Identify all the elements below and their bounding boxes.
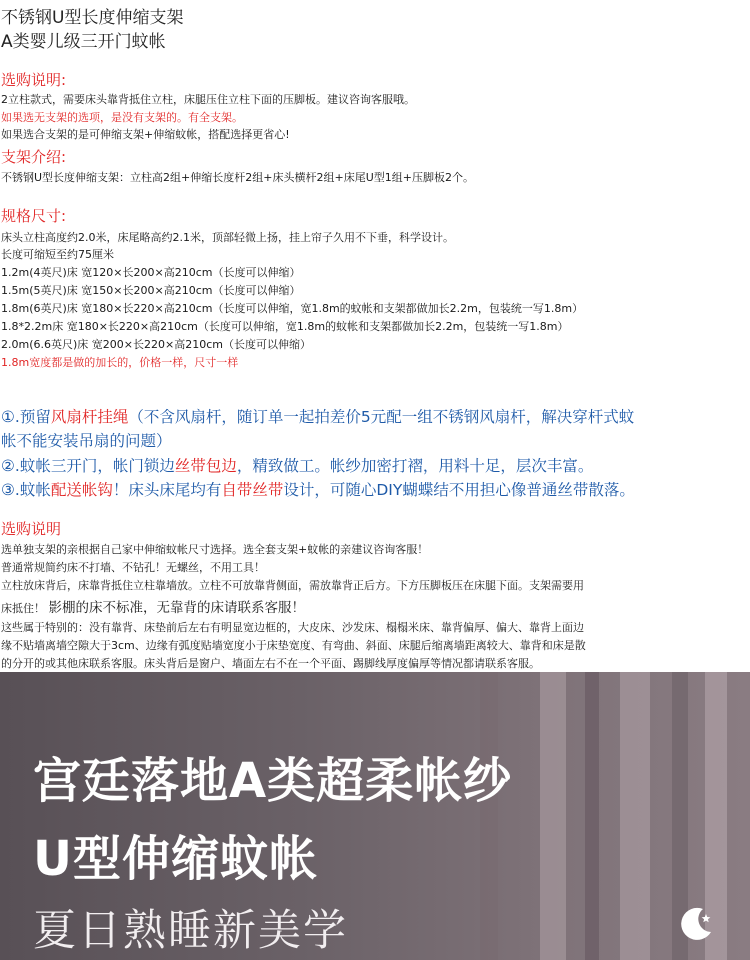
size-row: 1.2m(4英尺)床 宽120×长200×高210cm（长度可以伸缩） <box>1 266 301 279</box>
purchase-notes-heading: 选购说明: <box>1 71 67 89</box>
purchase-note-line: 2立柱款式，需要床头靠背抵住立柱，床腿压住立柱下面的压脚板。建议咨询客服哦。 <box>1 93 415 106</box>
specs-line: 长度可缩短至约75厘米 <box>1 248 114 261</box>
feature-hooks: ③.蚊帐配送帐钩！床头床尾均有自带丝带设计，可随心DIY蝴蝶结不用担心像普通丝带散落。 <box>1 481 635 499</box>
notes2-line: 缘不贴墙离墙空隙大于3cm、边缘有弧度贴墙宽度小于床垫宽度、有弯曲、斜面、床腿后缩离墙距离较大、靠背和床是散 <box>1 639 586 652</box>
notes2-line: 这些属于特别的：没有靠背、床垫前后左右有明显宽边框的，大皮床、沙发床、榻榻米床、靠背偏厚、偏大、靠背上面边 <box>1 621 584 634</box>
purchase-note-line: 如果选合支架的是可伸缩支架+伸缩蚊帐，搭配选择更省心! <box>1 128 290 141</box>
size-row: 2.0m(6.6英尺)床 宽200×长220×高210cm（长度可以伸缩） <box>1 338 311 351</box>
notes2-line: 床抵住！ 影棚的床不标准，无靠背的床请联系客服！ <box>1 600 305 616</box>
specs-line: 床头立柱高度约2.0米，床尾略高约2.1米，顶部轻微上扬，挂上帘子久用不下垂，科学设计。 <box>1 231 454 244</box>
notes2-line: 选单独支架的亲根据自己家中伸缩蚊帐尺寸选择。选全套支架+蚊帐的亲建议咨询客服！ <box>1 543 429 556</box>
curtain-fold <box>585 672 599 960</box>
curtain-fold <box>480 672 498 960</box>
notes2-line: 普通常规简约床不打墙、不钻孔！无螺丝，不用工具！ <box>1 561 265 574</box>
notes2-heading: 选购说明 <box>1 520 62 538</box>
curtain-fold <box>540 672 566 960</box>
product-title-line1: 不锈钢U型长度伸缩支架 <box>1 8 184 28</box>
frame-intro-heading: 支架介绍: <box>1 148 67 166</box>
notes2-line: 的分开的或其他床联系客服。床头背后是窗户、墙面左右不在一个平面、踢脚线厚度偏厚等情况都请联系客服。 <box>1 657 540 670</box>
moon-star-icon <box>676 904 716 944</box>
notes2-line: 立柱放床背后，床靠背抵住立柱靠墙放。立柱不可放靠背侧面，需放靠背正后方。下方压脚板压在床腿下面。支架需要用 <box>1 579 584 592</box>
product-title-line2: A类婴儿级三开门蚊帐 <box>1 32 166 52</box>
purchase-note-line: 如果选无支架的选项，是没有支架的。有全支架。 <box>1 111 243 124</box>
banner-tagline: 夏日熟睡新美学 <box>33 906 348 956</box>
specs-heading: 规格尺寸: <box>1 207 67 225</box>
banner-subheadline: U型伸缩蚊帐 <box>33 831 318 887</box>
banner-headline: 宫廷落地A类超柔帐纱 <box>33 753 513 809</box>
feature-fan-rod-cont: 帐不能安装吊扇的问题） <box>1 432 172 450</box>
size-row: 1.8*2.2m床 宽180×长220×高210cm（长度可以伸缩，宽1.8m的蚊帐和支架都做加长2.2m，包装统一写1.8m） <box>1 320 569 333</box>
size-note: 1.8m宽度都是做的加长的，价格一样，尺寸一样 <box>1 356 239 369</box>
frame-intro-text: 不锈钢U型长度伸缩支架：立柱高2组+伸缩长度杆2组+床头横杆2组+床尾U型1组+压脚板2个。 <box>1 171 474 184</box>
promo-banner <box>0 672 750 960</box>
curtain-fold <box>620 672 650 960</box>
size-row: 1.8m(6英尺)床 宽180×长220×高210cm（长度可以伸缩，宽1.8m的蚊帐和支架都做加长2.2m，包装统一写1.8m） <box>1 302 584 315</box>
feature-three-doors: ②.蚊帐三开门，帐门锁边丝带包边，精致做工。帐纱加密打褶，用料十足，层次丰富。 <box>1 457 594 475</box>
feature-fan-rod: ①.预留风扇杆挂绳（不含风扇杆，随订单一起拍差价5元配一组不锈钢风扇杆，解决穿杆式蚊 <box>1 408 635 426</box>
size-row: 1.5m(5英尺)床 宽150×长200×高210cm（长度可以伸缩） <box>1 284 301 297</box>
